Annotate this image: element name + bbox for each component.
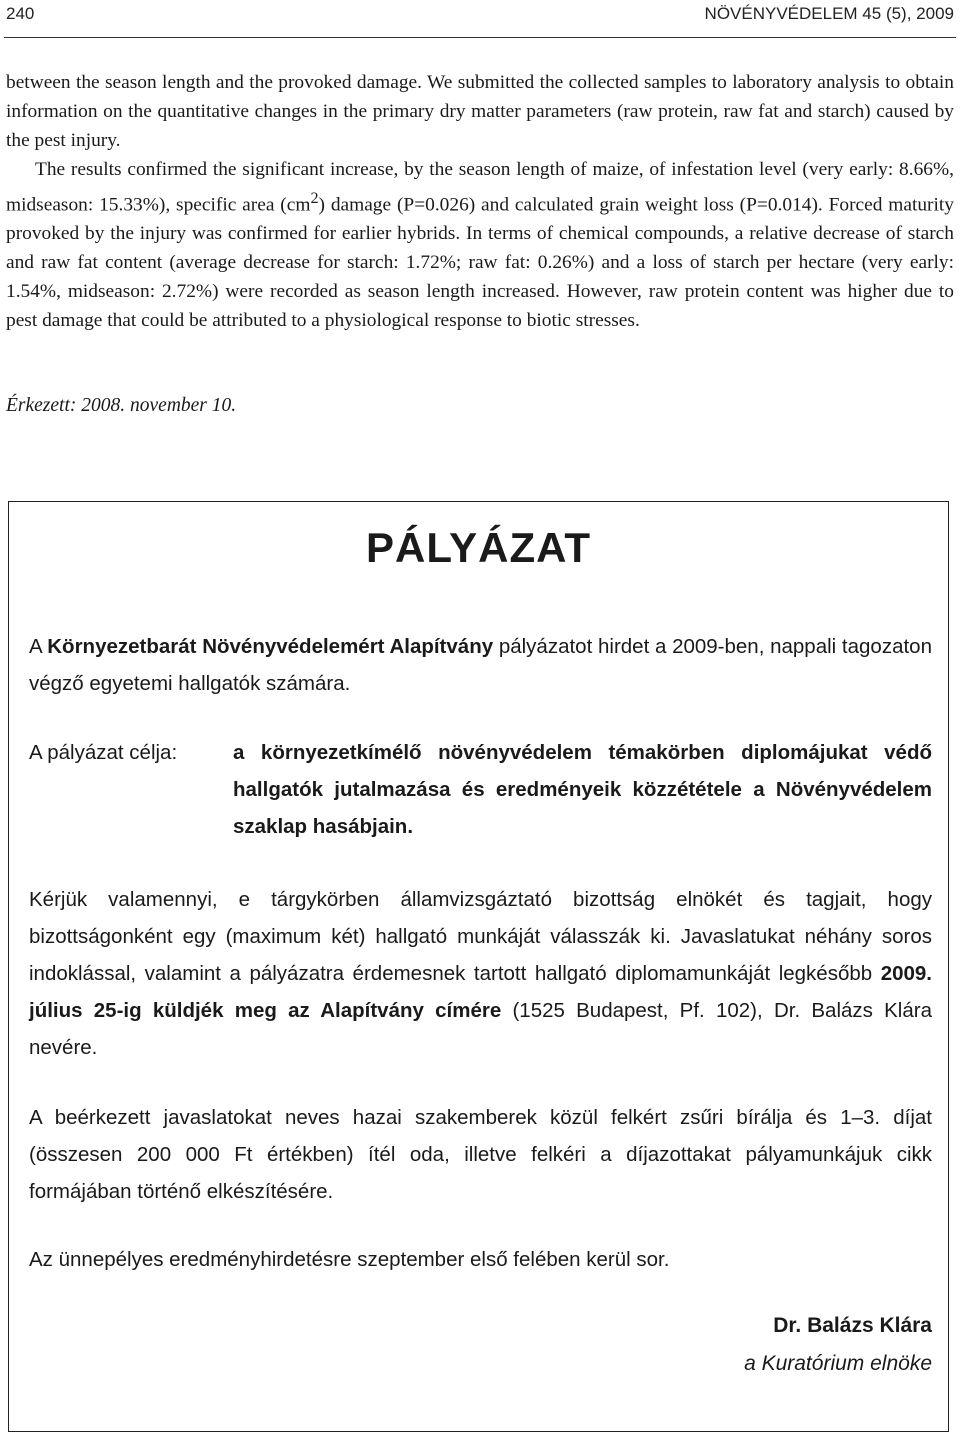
request-paragraph [29,881,932,1066]
abstract-text-b: ) damage (P=0.026) and calculated grain weight loss (P=0.014). Forced maturity provoked by the injury was confirmed for earlier hybrids. In terms of chemical compounds, a relative decrease of starch and raw fat content (average decrease for starch: 1.72%; raw fat: 0.26%) and a loss of starch per hectare (very early: 1.54%, midseason: 2.72%) were recorded as season length increased. However, raw protein content was higher due to pest damage that could be attributed to a physiological response to biotic stresses. [6,194,954,332]
english-abstract [6,68,954,335]
intro-suffix: pályázatot hirdet a 2009-ben, nappali tagozaton végző egyetemi hallgatók számára. [29,635,932,695]
announcement-intro [29,628,932,702]
journal-reference: NÖVÉNYVÉDELEM 45 (5), 2009 [704,4,954,23]
header-divider [4,37,956,38]
superscript-two: 2 [310,190,319,207]
deadline-text: 2009. július 25-ig küldjék meg az Alapítvány címére [29,962,932,1022]
intro-prefix: A [29,635,48,658]
abstract-paragraph-1: between the season length and the provoked damage. We submitted the collected samples to laboratory analysis to obtain information on the quantitative changes in the primary dry matter parameters (raw protein, raw fat and starch) caused by the pest injury. [6,72,954,151]
goal-text: a környezetkímélő növényvédelem témakörben diplomájukat védő hallgatók jutalmazása és eredményeik közzététele a Növényvédelem szaklap hasábjain. [233,741,932,838]
foundation-name: Környezetbarát Növényvédelemért Alapítvány [47,635,494,658]
page-number: 240 [6,4,35,23]
jury-paragraph: A beérkezett javaslatokat neves hazai szakemberek közül felkért zsűri bírálja és 1–3. díjat (összesen 200 000 Ft értékben) ítél oda, illetve felkéri a díjazottakat pályamunkájuk cikk formájában történő elkészítésére. [29,1106,932,1203]
announcement-box [8,501,949,1432]
abstract-text-a: The results confirmed the significant increase, by the season length of maize, of infestation level (very early: 8.66%, midseason: 15.33%), specific area (cm [6,159,954,216]
page-header [6,4,954,26]
signature-role: a Kuratórium elnöke [744,1352,932,1375]
received-date: Érkezett: 2008. november 10. [6,395,237,416]
request-text-a: Kérjük valamennyi, e tárgykörben államvizsgáztató bizottság elnökét és tagjait, hogy bizottságonként egy (maximum két) hallgató munkáját válasszák ki. Javaslatukat néhány soros indoklással, valamint a pályázatra érdemesnek tartott hallgató diplomamunkáját legkésőbb [29,888,932,985]
abstract-paragraph-2 [6,155,954,335]
announcement-title: PÁLYÁZAT [365,524,591,571]
ceremony-paragraph: Az ünnepélyes eredményhirdetésre szeptember első felében kerül sor. [29,1248,670,1271]
request-text-b: (1525 Budapest, Pf. 102), Dr. Balázs Klára nevére. [29,999,932,1059]
signature-name: Dr. Balázs Klára [773,1314,932,1337]
goal-label: A pályázat célja: [29,741,178,764]
